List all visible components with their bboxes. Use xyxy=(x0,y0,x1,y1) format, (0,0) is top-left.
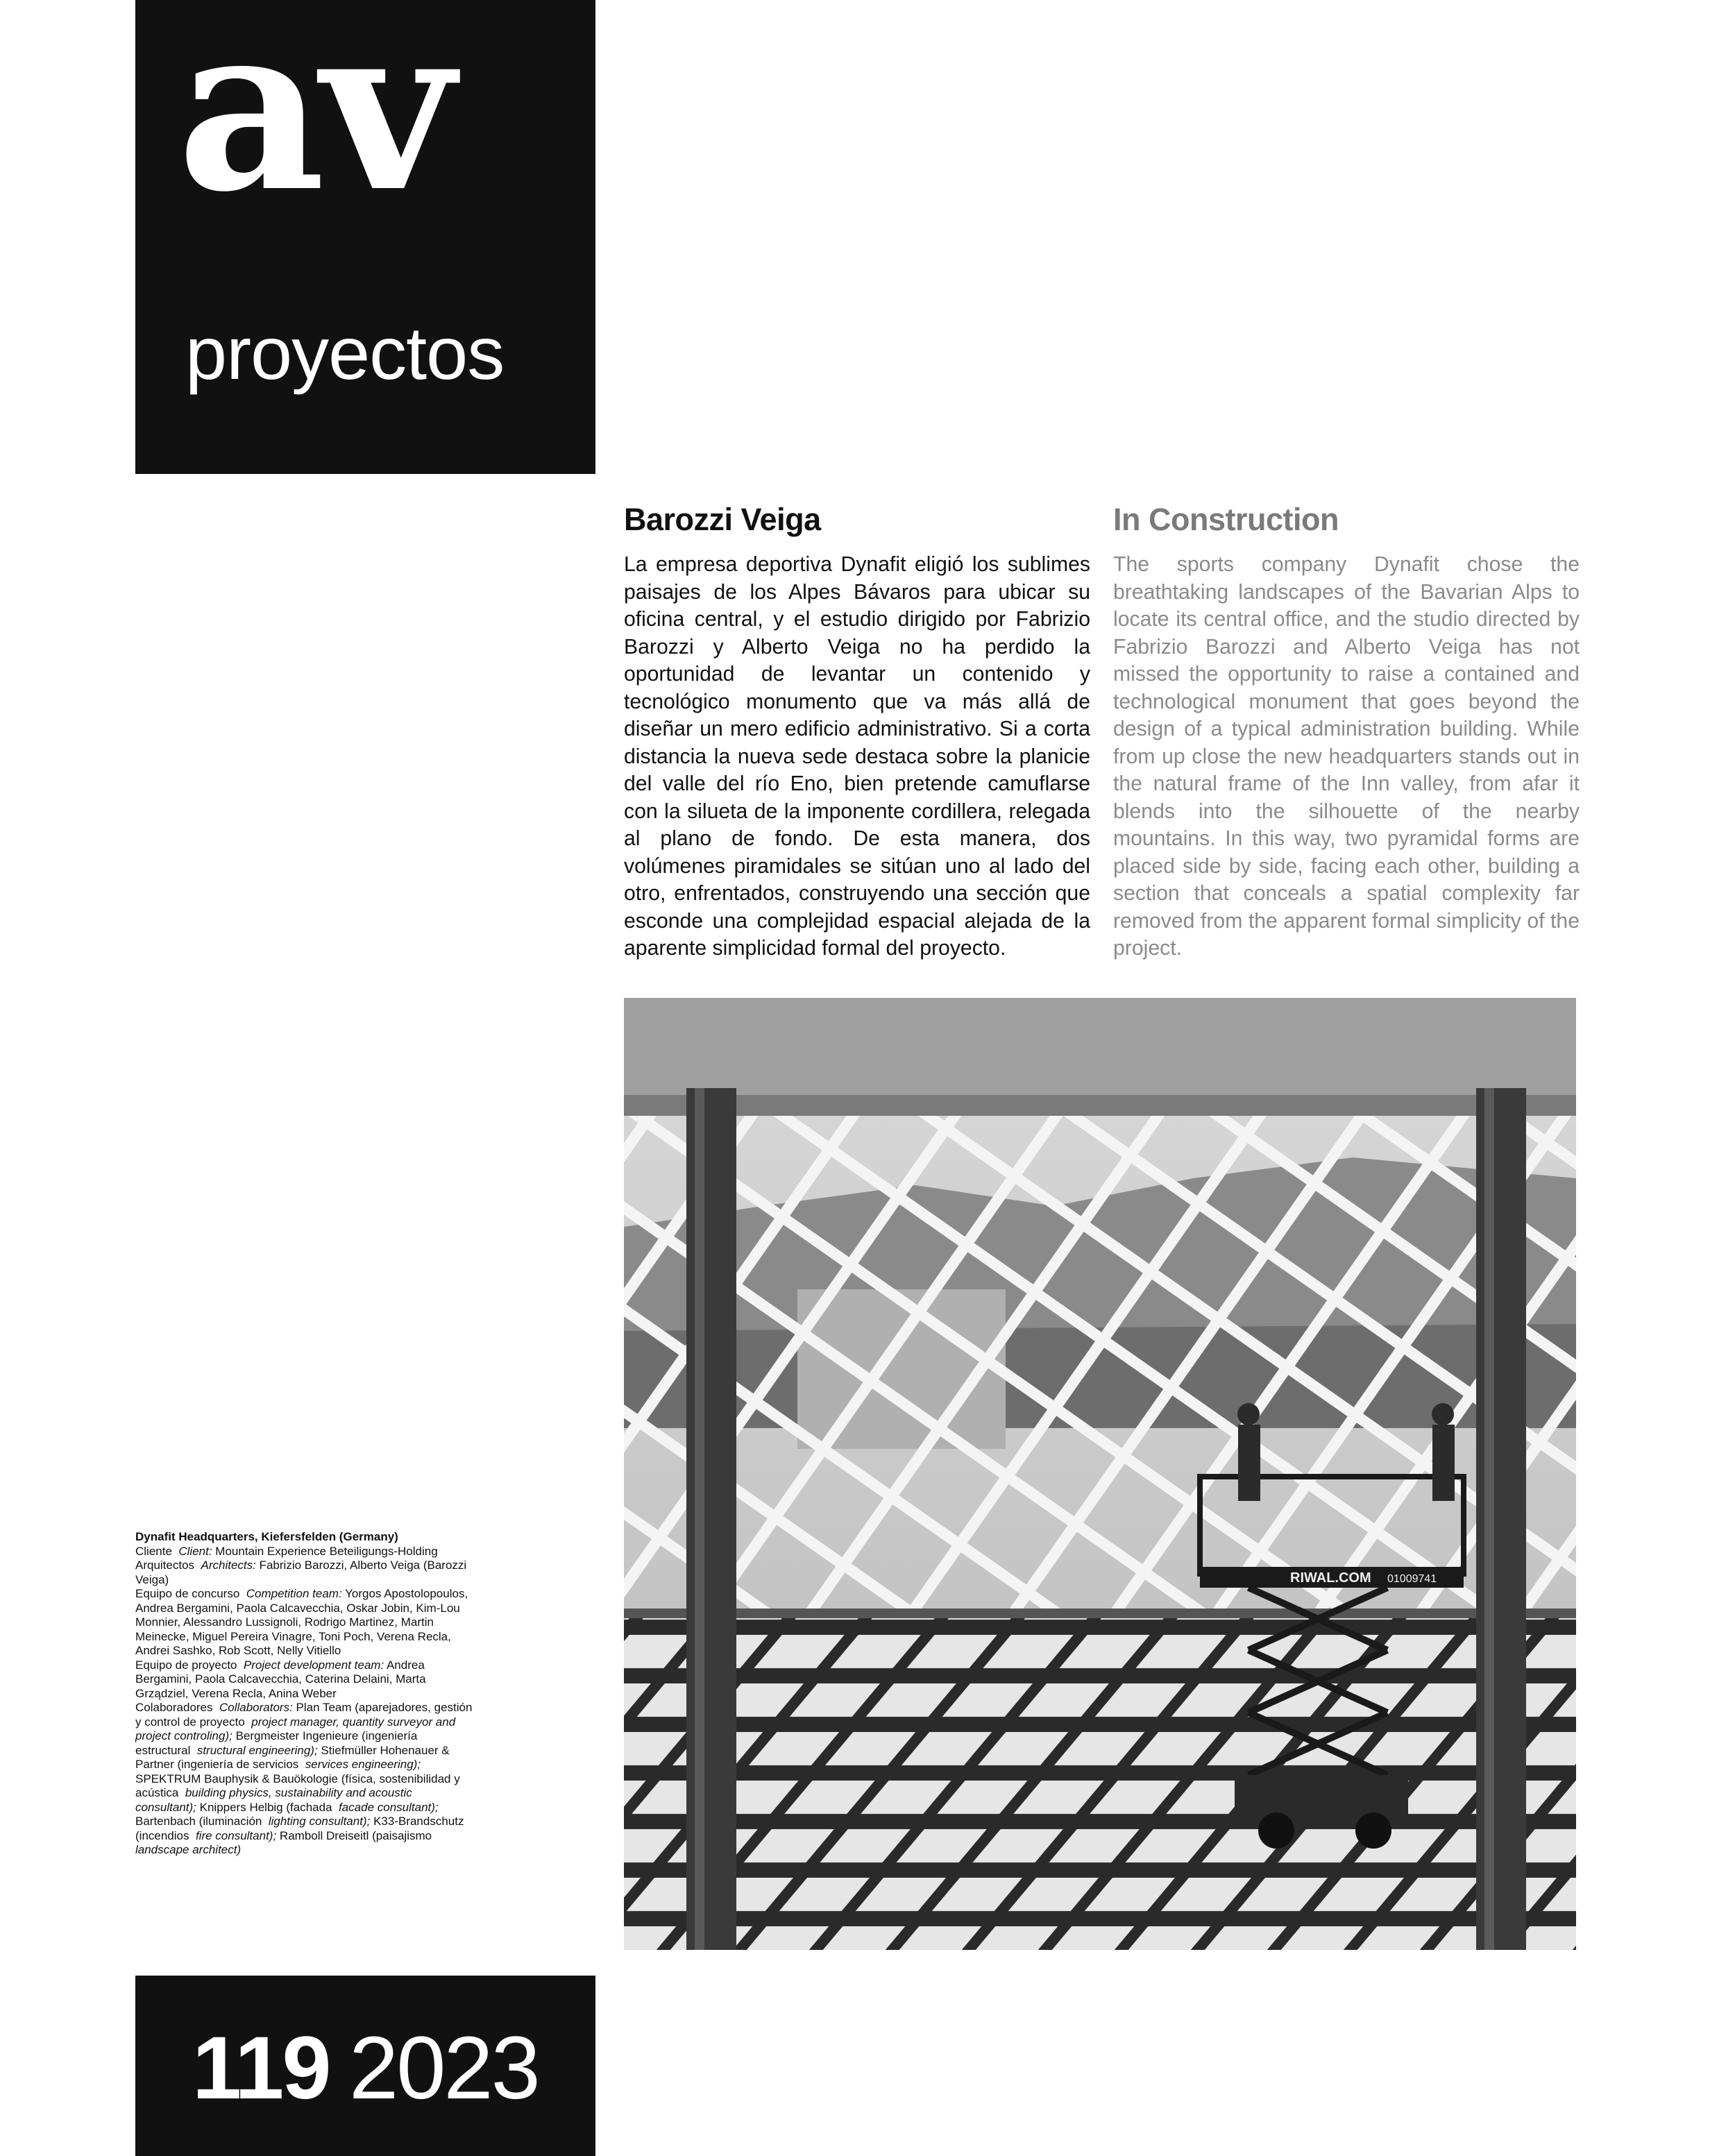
credit-project-team: Equipo de proyecto Project development team: Andrea Bergamini, Paola Calcavecchia, Caterina Delaini, Marta Grządziel, Verena Recla, Anina Weber xyxy=(135,1658,426,1700)
issue-year: 2023 xyxy=(349,2019,539,2118)
lift-serial: 01009741 xyxy=(1387,1573,1437,1585)
credits-title: Dynafit Headquarters, Kiefersfelden (Germany) xyxy=(135,1530,398,1543)
credit-competition-team: Equipo de concurso Competition team: Yorgos Apostolopoulos, Andrea Bergamini, Paola Calcavecchia, Oskar Jobin, Kim-Lou Monnier, Alessandro Lussignoli, Rodrigo Martinez, Martin Meinecke, Miguel Pereira Vinagre, Toni Poch, Verena Recla, Andrei Sashko, Rob Scott, Nelly Vitiello xyxy=(135,1587,468,1657)
project-credits xyxy=(135,1530,475,1858)
article-title-en: In Construction xyxy=(1113,502,1339,537)
article-spanish xyxy=(624,502,1090,962)
article-english xyxy=(1113,502,1580,962)
credit-client: Cliente Client: Mountain Experience Beteiligungs-Holding xyxy=(135,1544,438,1558)
magazine-logo xyxy=(135,0,595,474)
logo-title: proyectos xyxy=(185,311,505,395)
article-body-es: La empresa deportiva Dynafit eligió los sublimes paisajes de los Alpes Bávaros para ubicar su oficina central, y el estudio dirigido por Fabrizio Barozzi y Alberto Veiga no ha perdido la oportunidad de levantar un contenido y tecnológico monumento que va más allá de diseñar un mero edificio administrativo. Si a corta distancia la nueva sede destaca sobre la planicie del valle del río Eno, bien pretende camuflarse con la silueta de la imponente cordillera, relegada al plano de fondo. De esta manera, dos volúmenes piramidales se sitúan uno al lado del otro, enfrentados, construyendo una sección que esconde una complejidad espacial alejada de la aparente simplicidad formal del proyecto. xyxy=(624,553,1090,960)
issue-number: 119 xyxy=(192,2019,330,2118)
lift-label: RIWAL.COM xyxy=(1290,1570,1371,1586)
issue-badge xyxy=(135,1976,595,2156)
credit-architects: Arquitectos Architects: Fabrizio Barozzi, Alberto Veiga (Barozzi Veiga) xyxy=(135,1559,467,1586)
article-title-es: Barozzi Veiga xyxy=(624,502,821,537)
article-body-en: The sports company Dynafit chose the breathtaking landscapes of the Bavarian Alps to locate its central office, and the studio directed by Fabrizio Barozzi and Alberto Veiga has not missed the opportunity to raise a contained and technological monument that goes beyond the design of a typical administration building. While from up close the new headquarters stands out in the natural frame of the Inn valley, from afar it blends into the silhouette of the nearby mountains. In this way, two pyramidal forms are placed side by side, facing each other, building a section that conceals a spatial complexity far removed from the apparent formal simplicity of the project. xyxy=(1113,553,1580,960)
logo-mark: av xyxy=(177,0,450,242)
construction-photo xyxy=(624,998,1576,1950)
credit-collaborators: Colaboradores Collaborators: Plan Team (aparejadores, gestión y control de proyecto project manager, quantity surveyor and project controling); Bergmeister Ingenieure (ingeniería estructural structural engineering); Stiefmüller Hohenauer & Partner (ingeniería de servicios services engineering); SPEKTRUM Bauphysik & Bauökologie (física, sostenibilidad y acústica building physics, sustainability and acoustic consultant); Knippers Helbig (fachada facade consultant); Bartenbach (iluminación lighting consultant); K33-Brandschutz (incendios fire consultant); Ramboll Dreiseitl (paisajismo landscape architect) xyxy=(135,1701,473,1856)
